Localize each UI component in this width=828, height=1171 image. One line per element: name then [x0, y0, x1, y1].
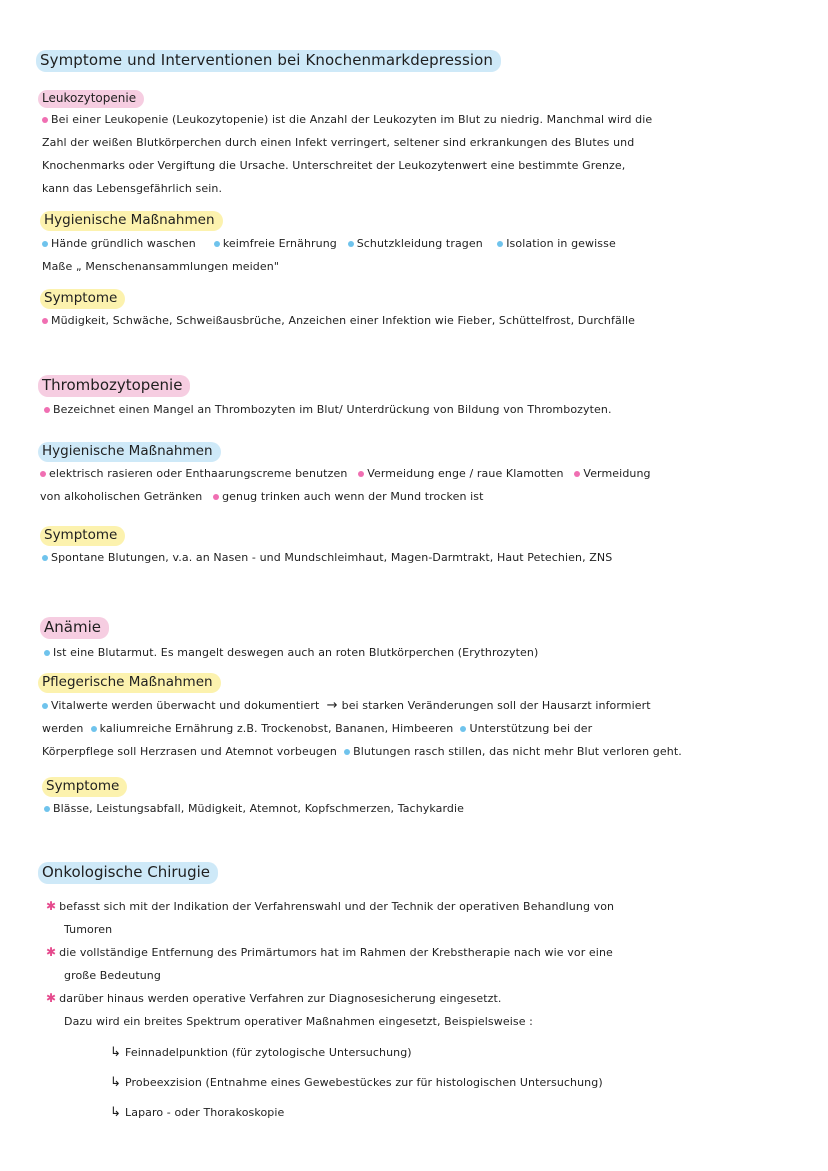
onko-sub-list	[110, 1038, 603, 1128]
subheading-text: Symptome	[40, 526, 125, 546]
thrombo-symptome-line	[42, 546, 612, 569]
thrombo-line	[44, 398, 612, 421]
hyg-item: Vermeidung enge / raue Klamotten	[367, 467, 564, 480]
leuko-text-block	[42, 108, 652, 200]
leuko-line-3: Knochenmarks oder Vergiftung die Ursache. Unterschreitet der Leukozytenwert eine bestimmte Grenze,	[42, 159, 626, 172]
bullet-dot-icon	[213, 494, 219, 500]
line-text: Probeexzision (Entnahme eines Gewebestückes zur für histologischen Untersuchung)	[125, 1076, 603, 1089]
onko-sub-item-1	[110, 1038, 603, 1068]
page-title-text: Symptome und Interventionen bei Knochenmarkdepression	[36, 50, 501, 72]
onko-sub-item-2	[110, 1068, 603, 1098]
hyg-item: Vermeidung	[583, 467, 651, 480]
arrow-return-icon: ↳	[110, 1105, 121, 1120]
bullet-dot-icon	[348, 241, 354, 247]
arrow-right-icon: →	[326, 698, 338, 713]
page-title	[36, 50, 501, 72]
heading-text: Thrombozytopenie	[38, 375, 190, 397]
line-text: Ist eine Blutarmut. Es mangelt deswegen auch an roten Blutkörperchen (Erythrozyten)	[53, 646, 539, 659]
section-heading-onkologie	[38, 862, 218, 884]
leuko-line-1	[42, 108, 652, 131]
bullet-dot-icon	[91, 726, 97, 732]
thrombo-hygiene-line-2	[40, 485, 651, 508]
star-icon: ✱	[46, 945, 57, 959]
leuko-line-4: kann das Lebensgefährlich sein.	[42, 182, 223, 195]
pflege-item: Unterstützung bei der	[469, 722, 593, 735]
pflege-item: werden	[42, 722, 84, 735]
bullet-dot-icon	[44, 407, 50, 413]
line-text: Laparo - oder Thorakoskopie	[125, 1106, 285, 1119]
onko-bullet-2	[46, 941, 614, 964]
bullet-dot-icon	[214, 241, 220, 247]
arrow-return-icon: ↳	[110, 1075, 121, 1090]
subheading-text: Hygienische Maßnahmen	[38, 442, 221, 462]
bullet-dot-icon	[40, 471, 46, 477]
arrow-return-icon: ↳	[110, 1045, 121, 1060]
anaemie-line	[44, 641, 538, 664]
bullet-dot-icon	[574, 471, 580, 477]
leuko-line-2: Zahl der weißen Blutkörperchen durch einen Infekt verringert, seltener sind erkrankungen des Blutes und	[42, 136, 635, 149]
subheading-leuko-hygiene	[40, 209, 223, 231]
pflege-item: Vitalwerte werden überwacht und dokumentiert	[51, 699, 320, 712]
anaemie-pflege-line-2	[42, 717, 682, 740]
anaemie-symptome-line	[44, 797, 464, 820]
line-text: Spontane Blutungen, v.a. an Nasen - und Mundschleimhaut, Magen-Darmtrakt, Haut Petechien, ZNS	[51, 551, 613, 564]
hyg-item: Hände gründlich waschen	[51, 237, 196, 250]
line-text: die vollständige Entfernung des Primärtumors hat im Rahmen der Krebstherapie nach wie vor eine	[59, 946, 613, 959]
hyg-item: keimfreie Ernährung	[222, 237, 337, 250]
onko-bullet-3	[46, 987, 614, 1010]
star-icon: ✱	[46, 899, 57, 913]
thrombo-hygiene-line-1	[40, 462, 651, 485]
pflege-item: kaliumreiche Ernährung z.B. Trockenobst, Bananen, Himbeeren	[99, 722, 454, 735]
subheading-text: Pflegerische Maßnahmen	[38, 673, 221, 693]
onko-bullet-2-cont: große Bedeutung	[64, 969, 161, 982]
hyg-item: Isolation in gewisse	[506, 237, 616, 250]
onko-bullets	[46, 895, 614, 1033]
line-text: Bezeichnet einen Mangel an Thrombozyten im Blut/ Unterdrückung von Bildung von Thrombozyten.	[53, 403, 612, 416]
hyg-item: genug trinken auch wenn der Mund trocken ist	[222, 490, 484, 503]
hyg-item: von alkoholischen Getränken	[40, 490, 203, 503]
onko-bullet-3-cont: Dazu wird ein breites Spektrum operativer Maßnahmen eingesetzt, Beispielsweise :	[64, 1015, 533, 1028]
section-heading-thrombozytopenie	[38, 375, 190, 397]
pflege-item: Körperpflege soll Herzrasen und Atemnot vorbeugen	[42, 745, 337, 758]
section-heading-anaemie	[40, 617, 109, 639]
heading-text: Anämie	[40, 617, 109, 639]
subheading-anaemie-pflege	[38, 671, 221, 693]
subheading-anaemie-symptome	[42, 775, 127, 797]
bullet-dot-icon	[42, 117, 48, 123]
subheading-thrombo-hygiene	[38, 440, 221, 462]
bullet-dot-icon	[42, 318, 48, 324]
subheading-text: Symptome	[40, 289, 125, 309]
leuko-hygiene-line-1	[42, 232, 616, 255]
section-heading-leukozytopenie	[38, 87, 144, 108]
subheading-text: Symptome	[42, 777, 127, 797]
subheading-thrombo-symptome	[40, 524, 125, 546]
bullet-dot-icon	[344, 749, 350, 755]
bullet-dot-icon	[42, 241, 48, 247]
bullet-dot-icon	[497, 241, 503, 247]
pflege-item: Blutungen rasch stillen, das nicht mehr Blut verloren geht.	[353, 745, 682, 758]
onko-sub-item-3	[110, 1098, 603, 1128]
heading-text: Onkologische Chirugie	[38, 862, 218, 884]
hyg-item: elektrisch rasieren oder Enthaarungscreme benutzen	[49, 467, 348, 480]
pflege-item: bei starken Veränderungen soll der Hausarzt informiert	[341, 699, 651, 712]
thrombo-hygiene-block	[40, 462, 651, 508]
line-text: darüber hinaus werden operative Verfahren zur Diagnosesicherung eingesetzt.	[59, 992, 502, 1005]
bullet-dot-icon	[44, 806, 50, 812]
line-text: Müdigkeit, Schwäche, Schweißausbrüche, Anzeichen einer Infektion wie Fieber, Schüttelfrost, Durchfälle	[51, 314, 635, 327]
hyg-item: Schutzkleidung tragen	[356, 237, 483, 250]
line-text: Bei einer Leukopenie (Leukozytopenie) ist die Anzahl der Leukozyten im Blut zu niedrig. Manchmal wird die	[51, 113, 653, 126]
bullet-dot-icon	[460, 726, 466, 732]
heading-text: Leukozytopenie	[38, 90, 144, 108]
bullet-dot-icon	[358, 471, 364, 477]
line-text: Feinnadelpunktion (für zytologische Untersuchung)	[125, 1046, 412, 1059]
anaemie-pflege-line-1	[42, 694, 682, 717]
star-icon: ✱	[46, 991, 57, 1005]
onko-bullet-1	[46, 895, 614, 918]
leuko-hygiene-block	[42, 232, 616, 278]
bullet-dot-icon	[42, 703, 48, 709]
line-text: befasst sich mit der Indikation der Verfahrenswahl und der Technik der operativen Behandlung von	[59, 900, 615, 913]
subheading-leuko-symptome	[40, 287, 125, 309]
line-text: Blässe, Leistungsabfall, Müdigkeit, Atemnot, Kopfschmerzen, Tachykardie	[53, 802, 465, 815]
anaemie-pflege-block	[42, 694, 682, 763]
leuko-symptome-line	[42, 309, 635, 332]
bullet-dot-icon	[42, 555, 48, 561]
bullet-dot-icon	[44, 650, 50, 656]
leuko-hygiene-line-2: Maße „ Menschenansammlungen meiden"	[42, 260, 279, 273]
onko-bullet-1-cont: Tumoren	[64, 923, 113, 936]
anaemie-pflege-line-3	[42, 740, 682, 763]
subheading-text: Hygienische Maßnahmen	[40, 211, 223, 231]
